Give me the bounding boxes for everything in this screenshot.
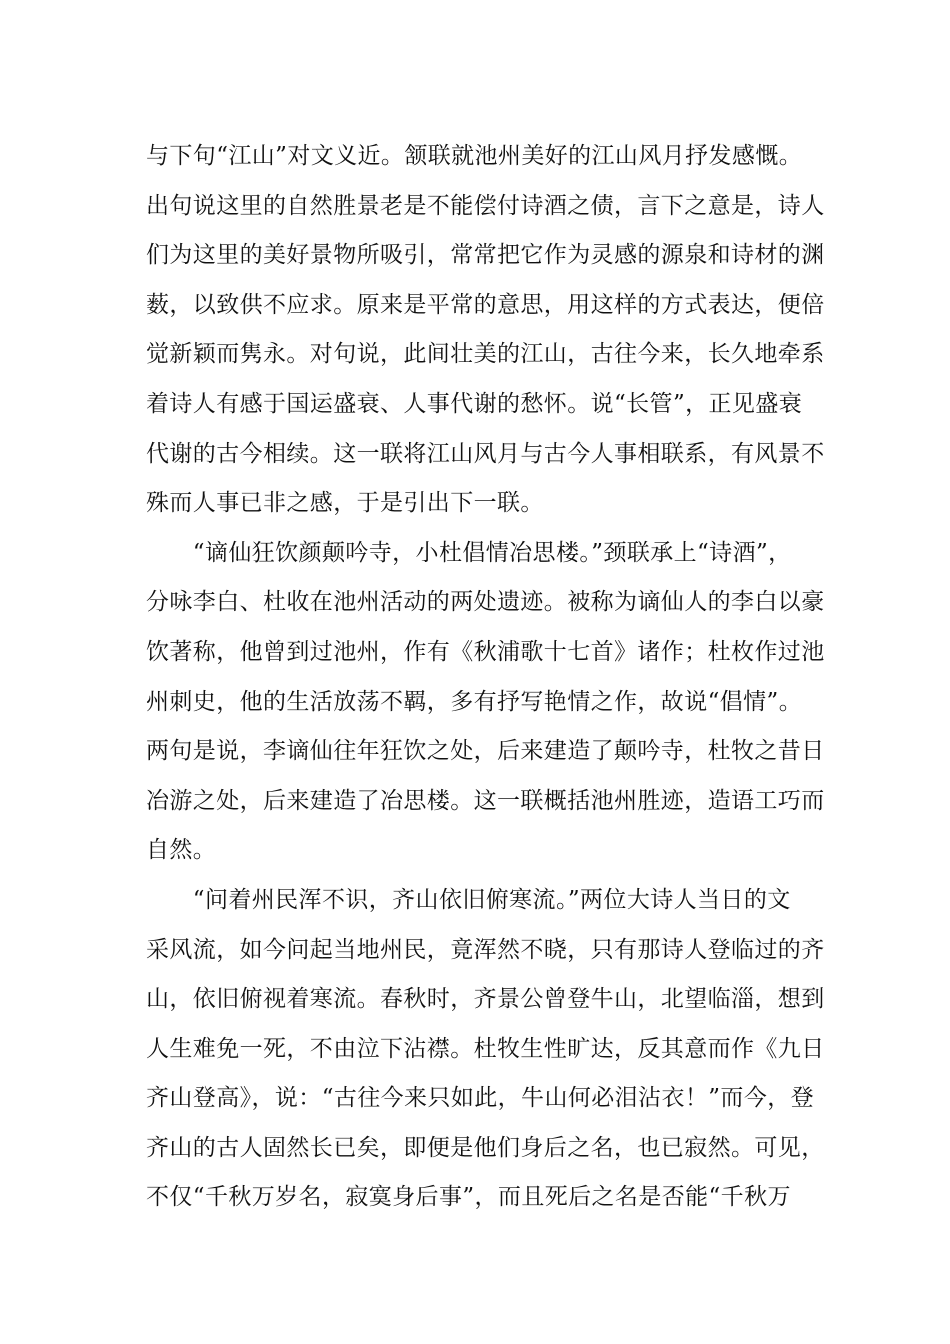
- paragraph-2: [146, 529, 825, 876]
- text-line: 们为这里的美好景物所吸引，常常把它作为灵感的源泉和诗材的渊: [146, 242, 825, 269]
- paragraph-1: [146, 132, 825, 529]
- text-line: “谪仙狂饮颜颠吟寺，小杜倡情冶思楼。”颈联承上“诗酒”，: [146, 539, 792, 566]
- text-line: 采风流，如今问起当地州民，竟浑然不晓，只有那诗人登临过的齐: [146, 936, 825, 963]
- text-line: 山，依旧俯视着寒流。春秋时，齐景公曾登牛山，北望临淄，想到: [146, 986, 825, 1013]
- text-line: 觉新颖而隽永。对句说，此间壮美的江山，古往今来，长久地牵系: [146, 341, 825, 368]
- text-line: 薮，以致供不应求。原来是平常的意思，用这样的方式表达，便倍: [146, 291, 825, 318]
- text-line: 不仅“千秋万岁名，寂寞身后事”，而且死后之名是否能“千秋万: [146, 1184, 791, 1211]
- text-line: 两句是说，李谪仙往年狂饮之处，后来建造了颠吟寺，杜牧之昔日: [146, 738, 825, 765]
- text-line: 与下句“江山”对文义近。颔联就池州美好的江山风月抒发感慨。: [146, 143, 803, 169]
- text-line: 齐山的古人固然长已矣，即便是他们身后之名，也已寂然。可见，: [146, 1134, 825, 1161]
- text-line: 殊而人事已非之感，于是引出下一联。: [146, 490, 544, 517]
- body-text: [146, 132, 825, 1223]
- text-line: 冶游之处，后来建造了冶思楼。这一联概括池州胜迹，造语工巧而: [146, 787, 825, 814]
- paragraph-3: [146, 876, 825, 1223]
- text-line: 代谢的古今相续。这一联将江山风月与古今人事相联系，有风景不: [146, 440, 825, 467]
- text-line: 着诗人有感于国运盛衰、人事代谢的愁怀。说“长管”，正见盛衰: [146, 390, 803, 417]
- text-line: 分咏李白、杜收在池州活动的两处遗迹。被称为谪仙人的李白以豪: [146, 589, 825, 616]
- text-line: “问着州民浑不识，齐山依旧俯寒流。”两位大诗人当日的文: [146, 886, 791, 913]
- text-line: 人生难免一死，不由泣下沾襟。杜牧生性旷达，反其意而作《九日: [146, 1035, 825, 1062]
- text-line: 饮著称，他曾到过池州，作有《秋浦歌十七首》诸作；杜枚作过池: [146, 638, 825, 665]
- text-line: 出句说这里的自然胜景老是不能偿付诗酒之债，言下之意是，诗人: [146, 192, 825, 219]
- text-line: 州刺史，他的生活放荡不羁，多有抒写艳情之作，故说“倡情”。: [146, 688, 803, 715]
- text-line: 自然。: [146, 837, 217, 864]
- text-line: 齐山登高》，说：“古往今来只如此，牛山何必泪沾衣！”而今，登: [146, 1085, 815, 1112]
